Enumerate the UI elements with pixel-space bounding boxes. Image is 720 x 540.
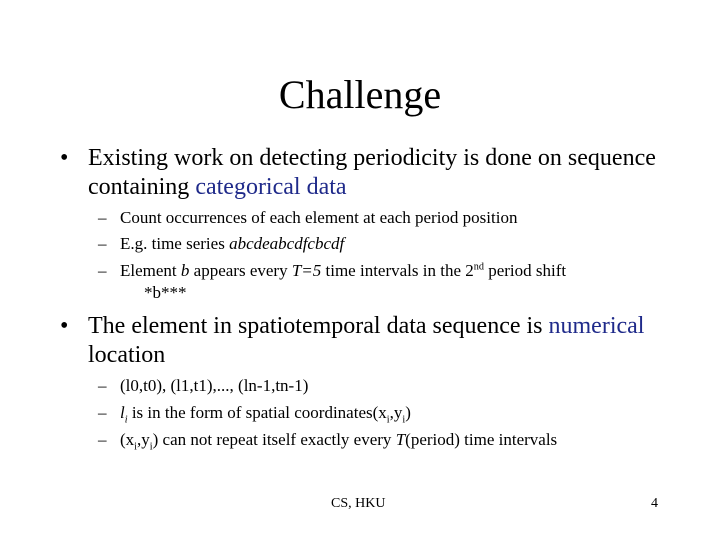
sub-bullet-text: (l0,t0), (l1,t1),..., (ln-1,tn-1) [120, 376, 309, 395]
slide-title: Challenge [278, 72, 442, 117]
time-series-example: abcdeabcdfcbcdf [229, 234, 345, 253]
bullet-2-highlight: numerical [548, 313, 645, 339]
sub-bullet-text: Count occurrences of each element at each period position [120, 208, 518, 227]
period-pattern: *b*** [144, 283, 187, 302]
bullet-1 [60, 144, 700, 202]
bullet-1-text: Existing work on detecting periodicity is done on sequence containing [88, 145, 656, 200]
sub-bullet-text: E.g. time series [120, 234, 230, 253]
sub-bullet-1-2: – E.g. time series abcdeabcdfcbcdf [98, 234, 345, 253]
bullet-dot: • [60, 313, 69, 339]
bullet-2-text: The element in spatiotemporal data sequence is [88, 313, 549, 339]
sub-bullet-2-1: – (l0,t0), (l1,t1),..., (ln-1,tn-1) [98, 373, 668, 399]
sub-bullet-1-1: – Count occurrences of each element at each period position [98, 205, 668, 231]
sub-bullet-2-3: – $(x_i,y_i)$ can not repeat itself exactly every T(period) time intervals [98, 427, 668, 453]
bullet-dot: • [60, 145, 69, 171]
sub-bullet-1-3: – Element b appears every T=5 time intervals in the 2nd period shift *b*** [98, 258, 668, 302]
bullet-2: • The element in spatiotemporal data sequence is numerical location [60, 313, 645, 368]
sub-bullet-text: $l_i$ is in the form of spatial $coordinates(x_i,y_i)$ [120, 403, 411, 426]
sub-bullet-text: Element b appears every T=5 time intervals in the 2nd period shift *b*** [120, 258, 668, 302]
sub-bullet-text: $(x_i,y_i)$ can not repeat itself exactly every T(period) time intervals [120, 430, 558, 453]
footer-text: CS, HKU [331, 496, 386, 511]
page-number: 4 [651, 496, 658, 511]
sub-bullet-2-2: – $l_i$ is in the form of spatial $coordinates(x_i,y_i)$ [98, 400, 668, 426]
bullet-1-highlight: categorical data [195, 174, 347, 200]
